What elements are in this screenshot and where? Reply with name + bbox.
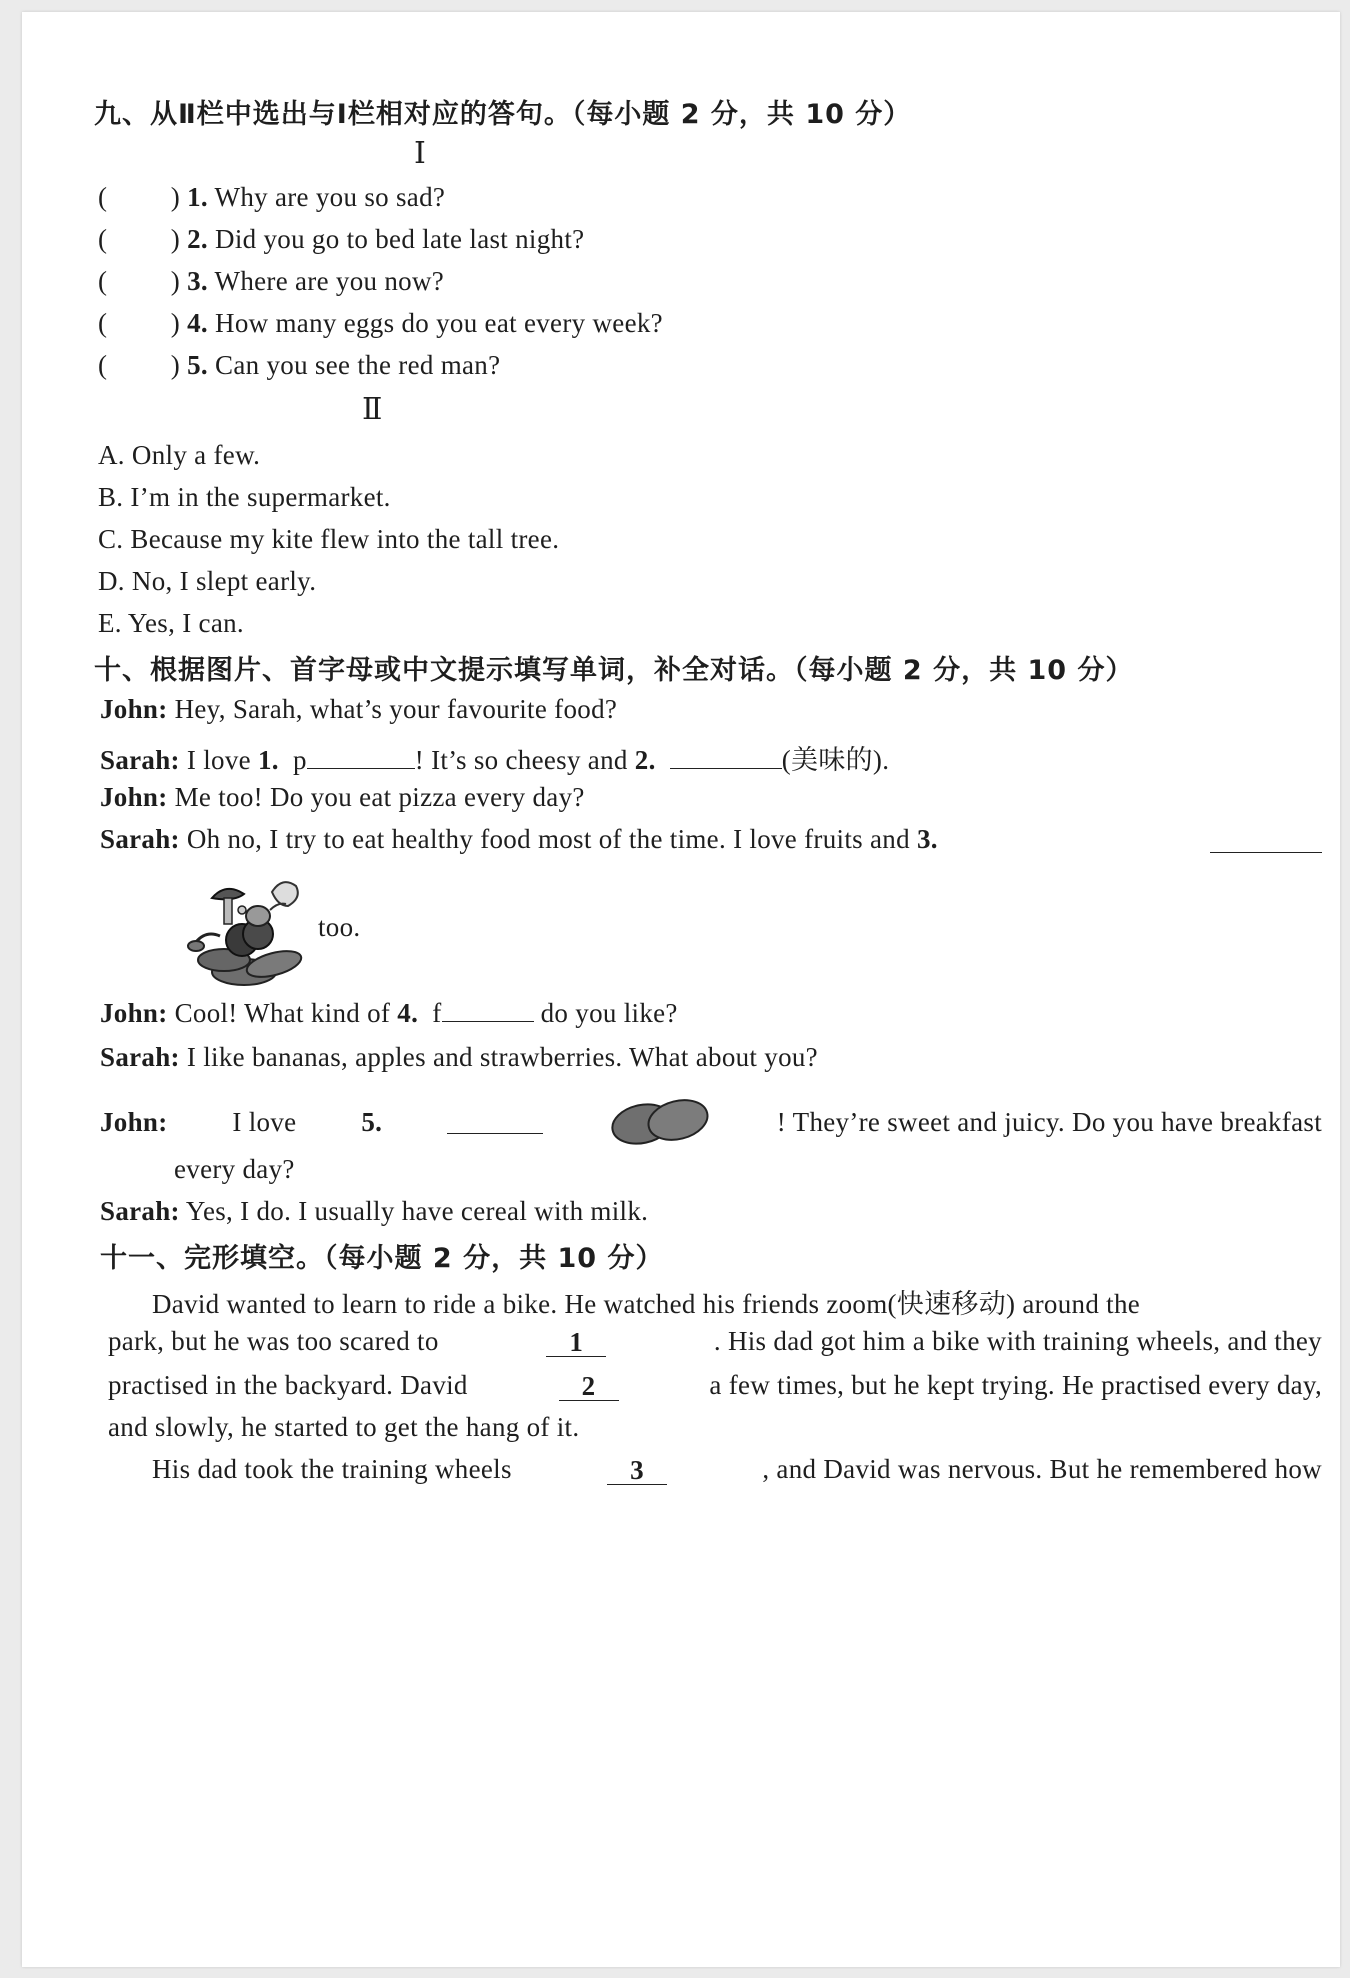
speaker-name: Sarah: (100, 745, 180, 775)
blank-number: 1. (257, 745, 279, 775)
fill-blank[interactable] (1210, 830, 1322, 853)
answer-bracket[interactable]: ( ) (98, 308, 181, 338)
question-text: Where are you now? (214, 266, 445, 296)
dialogue-text: Yes, I do. I usually have cereal with milk. (185, 1196, 649, 1226)
passage-line: David wanted to learn to ride a bike. He watched his friends zoom(快速移动) around the (152, 1289, 1141, 1319)
section-10-title: 十、根据图片、首字母或中文提示填写单词，补全对话。（每小题 2 分，共 10 分） (94, 655, 1134, 686)
answer-bracket[interactable]: ( ) (98, 224, 181, 254)
hint-text: (美味的). (781, 745, 890, 775)
option-letter: B. (98, 482, 124, 512)
passage-text: a few times, but he kept trying. He practised every day, (709, 1370, 1322, 1400)
speaker-name: John: (100, 1106, 168, 1137)
hint-letter: p (292, 745, 307, 775)
passage-text: practised in the backyard. David (108, 1370, 468, 1400)
column-1-label: Ⅰ (414, 137, 426, 170)
option-text: Yes, I can. (127, 608, 244, 638)
hint-letter: f (432, 998, 442, 1028)
option-text: Only a few. (131, 440, 261, 470)
answer-option (98, 482, 391, 513)
dialogue-text: Me too! Do you eat pizza every day? (174, 782, 585, 812)
answer-bracket[interactable]: ( ) (98, 350, 181, 380)
fill-blank[interactable] (670, 746, 782, 769)
fill-blank[interactable] (447, 1111, 543, 1134)
speaker-name: Sarah: (100, 1042, 180, 1072)
speaker-name: John: (100, 782, 168, 812)
blank-number: 2. (634, 745, 656, 775)
speaker-name: John: (100, 694, 168, 724)
passage-text: . His dad got him a bike with training wheels, and they (713, 1326, 1322, 1356)
dialogue-line (100, 782, 585, 813)
cloze-blank[interactable]: 2 (559, 1372, 619, 1401)
vegetables-image (182, 872, 312, 992)
question-number: 1. (187, 182, 208, 212)
question-item (98, 350, 500, 381)
dialogue-text: Oh no, I try to eat healthy food most of the time. I love fruits and (186, 824, 910, 854)
option-letter: E. (98, 608, 122, 638)
question-item (98, 266, 444, 297)
dialogue-line (100, 998, 678, 1029)
question-text: How many eggs do you eat every week? (215, 308, 663, 338)
dialogue-line (100, 1042, 818, 1073)
dialogue-line (100, 1096, 1322, 1148)
dialogue-text: ! They’re sweet and juicy. Do you have breakfast (776, 1106, 1322, 1137)
option-text: Because my kite flew into the tall tree. (130, 524, 560, 554)
passage-text: park, but he was too scared to (108, 1326, 439, 1356)
speaker-name: Sarah: (100, 824, 180, 854)
dialogue-text: I like bananas, apples and strawberries. What about you? (186, 1042, 818, 1072)
blank-number: 4. (397, 998, 419, 1028)
dialogue-text: I love (186, 745, 251, 775)
option-letter: C. (98, 524, 124, 554)
question-number: 2. (187, 224, 208, 254)
option-letter: A. (98, 440, 125, 470)
worksheet-page (22, 12, 1340, 1967)
blank-number: 5. (361, 1106, 383, 1137)
question-text: Did you go to bed late last night? (215, 224, 585, 254)
dialogue-text: do you like? (540, 998, 678, 1028)
answer-option (98, 524, 559, 555)
dialogue-text: too. (318, 912, 361, 942)
answer-option (98, 566, 316, 597)
fill-blank[interactable] (442, 999, 534, 1022)
column-2-label: Ⅱ (362, 393, 383, 426)
cloze-blank[interactable]: 1 (546, 1328, 606, 1357)
dialogue-line (100, 1196, 648, 1227)
option-letter: D. (98, 566, 125, 596)
speaker-name: John: (100, 998, 168, 1028)
option-text: I’m in the supermarket. (130, 482, 391, 512)
dialogue-text: I love (232, 1106, 297, 1137)
dialogue-text: Cool! What kind of (174, 998, 391, 1028)
passage-line (108, 1326, 1322, 1357)
question-number: 4. (187, 308, 208, 338)
question-item (98, 308, 663, 339)
dialogue-text: every day? (174, 1154, 295, 1184)
potatoes-image (608, 1096, 712, 1148)
section-11-title: 十一、完形填空。（每小题 2 分，共 10 分） (100, 1243, 664, 1274)
dialogue-line (100, 824, 1322, 855)
cloze-blank[interactable]: 3 (607, 1456, 667, 1485)
dialogue-line (100, 738, 889, 777)
passage-text: , and David was nervous. But he remembered how (762, 1454, 1322, 1484)
blank-number: 3. (916, 824, 938, 854)
dialogue-line (100, 694, 617, 725)
fill-blank[interactable] (307, 746, 415, 769)
question-item (98, 182, 445, 213)
answer-option (98, 440, 260, 471)
question-text: Why are you so sad? (214, 182, 446, 212)
passage-text: His dad took the training wheels (152, 1454, 512, 1484)
dialogue-text: Hey, Sarah, what’s your favourite food? (174, 694, 618, 724)
speaker-name: Sarah: (100, 1196, 180, 1226)
passage-line: and slowly, he started to get the hang of it. (108, 1412, 580, 1442)
question-text: Can you see the red man? (215, 350, 501, 380)
question-item (98, 224, 584, 255)
answer-bracket[interactable]: ( ) (98, 266, 181, 296)
dialogue-text: ! It’s so cheesy and (414, 745, 628, 775)
question-number: 3. (187, 266, 208, 296)
answer-option (98, 608, 244, 639)
question-number: 5. (187, 350, 208, 380)
passage-line (108, 1370, 1322, 1401)
option-text: No, I slept early. (131, 566, 317, 596)
section-9-title: 九、从Ⅱ栏中选出与Ⅰ栏相对应的答句。（每小题 2 分，共 10 分） (94, 99, 912, 130)
passage-line (152, 1454, 1322, 1485)
answer-bracket[interactable]: ( ) (98, 182, 181, 212)
